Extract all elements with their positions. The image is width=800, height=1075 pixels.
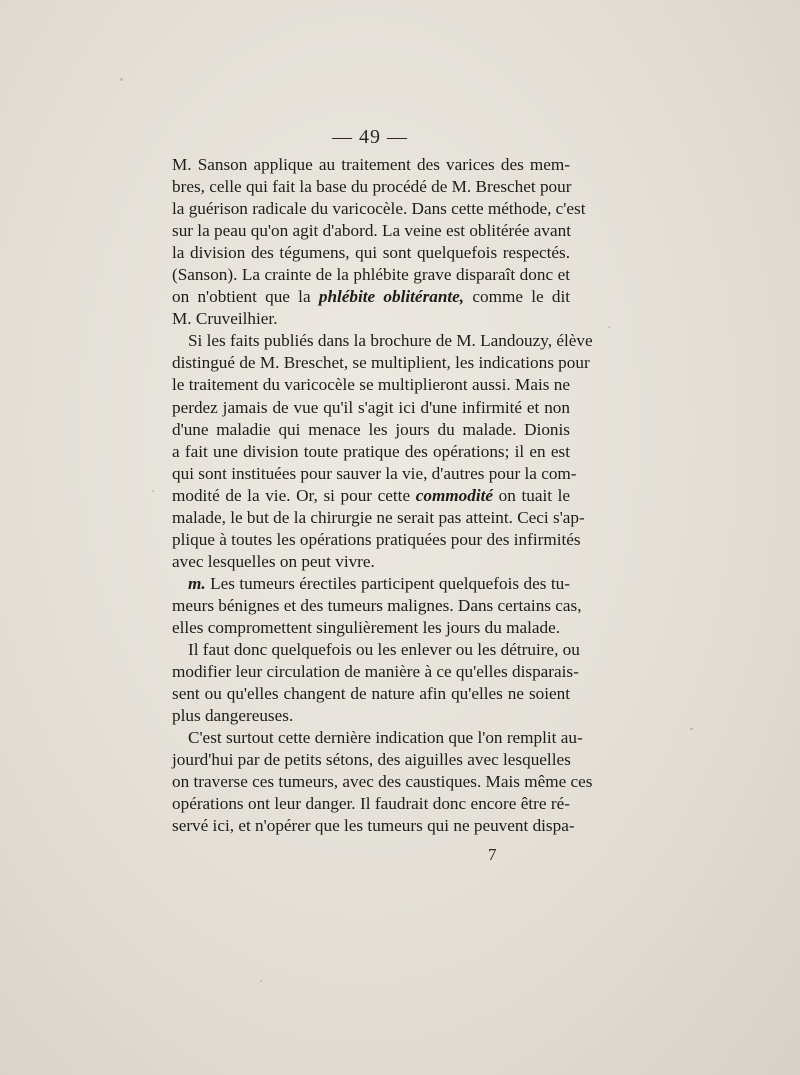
section-letter: m. <box>188 573 206 593</box>
text-line: distingué de M. Breschet, se multiplient, les indications pour <box>172 353 590 373</box>
text-line: qui sont instituées pour sauver la vie, d'autres pour la com- <box>172 463 577 483</box>
paragraph-start-line <box>172 573 570 595</box>
text-line: servé ici, et n'opérer que les tumeurs qui ne peuvent dispa- <box>172 816 575 836</box>
text-line: malade, le but de la chirurgie ne serait pas atteint. Ceci s'ap- <box>172 507 585 527</box>
text-line: elles compromettent singulièrement les jours du malade. <box>172 617 561 637</box>
text-line: M. Cruveilhier. <box>172 309 278 329</box>
italic-term: commodité <box>415 485 494 505</box>
text-segment: comme le dit <box>472 287 570 307</box>
text-line: opérations ont leur danger. Il faudrait donc encore être ré- <box>172 794 570 814</box>
text-line: la division des tégumens, qui sont quelquefois respectés. <box>172 243 570 263</box>
text-segment: modité de la vie. Or, si pour cette <box>172 485 411 505</box>
text-segment: on tuait le <box>498 485 571 505</box>
body-text <box>172 154 593 837</box>
text-line: la guérison radicale du varicocèle. Dans cette méthode, c'est <box>172 199 586 219</box>
text-line: jourd'hui par de petits sétons, des aiguilles avec lesquelles <box>172 750 571 770</box>
paragraph-start-line: Il faut donc quelquefois ou les enlever ou les détruire, ou <box>188 640 580 660</box>
text-line: le traitement du varicocèle se multiplieront aussi. Mais ne <box>172 375 570 395</box>
text-line: a fait une division toute pratique des opérations; il en est <box>172 441 570 461</box>
text-line-mixed <box>172 485 570 507</box>
page-number: — 49 — <box>332 126 408 148</box>
text-line: M. Sanson applique au traitement des varices des mem- <box>172 155 570 174</box>
paper-speck <box>120 78 123 81</box>
italic-term: phlébite oblitérante, <box>318 287 465 307</box>
paper-speck <box>260 980 262 982</box>
text-line: bres, celle qui fait la base du procédé de M. Breschet pour <box>172 177 572 197</box>
text-line: plus dangereuses. <box>172 706 294 726</box>
paper-speck <box>690 728 693 730</box>
paper-speck <box>152 490 154 492</box>
text-line: meurs bénignes et des tumeurs malignes. Dans certains cas, <box>172 595 582 615</box>
text-line: (Sanson). La crainte de la phlébite grave disparaît donc et <box>172 265 570 285</box>
text-line: sur la peau qu'on agit d'abord. La veine est oblitérée avant <box>172 221 571 241</box>
paper-speck <box>608 326 610 328</box>
text-line: modifier leur circulation de manière à ce qu'elles disparais- <box>172 662 579 682</box>
text-line-mixed <box>172 286 570 308</box>
text-line: perdez jamais de vue qu'il s'agit ici d'une infirmité et non <box>172 397 570 417</box>
text-line: d'une maladie qui menace les jours du malade. Dionis <box>172 419 570 439</box>
text-segment: on n'obtient que la <box>172 287 311 307</box>
text-segment: Les tumeurs érectiles participent quelquefois des tu- <box>210 573 570 593</box>
paragraph-start-line: Si les faits publiés dans la brochure de M. Landouzy, élève <box>188 331 593 351</box>
text-line: plique à toutes les opérations pratiquées pour des infirmités <box>172 529 581 549</box>
text-line: avec lesquelles on peut vivre. <box>172 551 375 571</box>
text-line: on traverse ces tumeurs, avec des caustiques. Mais même ces <box>172 772 593 792</box>
signature-mark: 7 <box>488 845 497 864</box>
paragraph-start-line: C'est surtout cette dernière indication que l'on remplit au- <box>188 728 583 748</box>
text-line: sent ou qu'elles changent de nature afin qu'elles ne soient <box>172 684 570 704</box>
